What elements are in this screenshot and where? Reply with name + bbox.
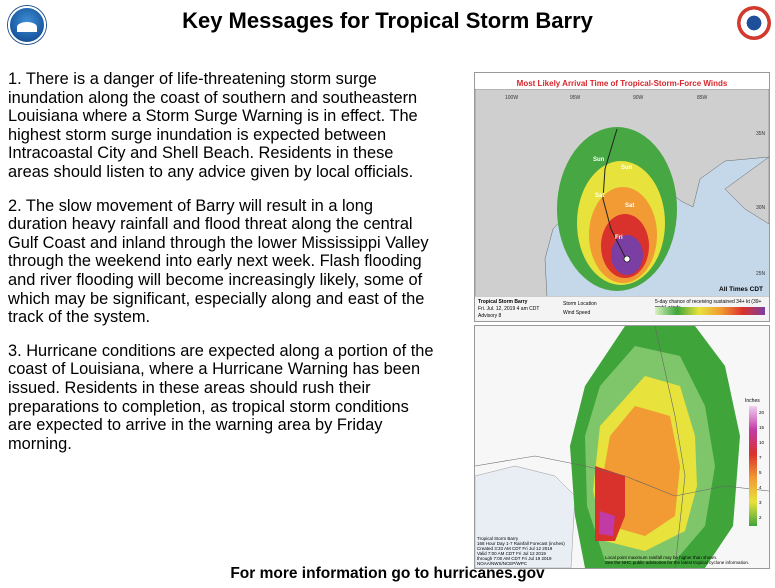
arrival-map-title: Most Likely Arrival Time of Tropical-Storm-Force Winds bbox=[516, 79, 728, 88]
longitude-label: 90W bbox=[633, 95, 644, 101]
key-message-3: 3. Hurricane conditions are expected along a portion of the coast of Louisiana, where a Hurricane Warning has been issued. Residents in these areas should rush their preparations to completion, as tropical storm conditions are expected to arrive in the warning area by Friday morning. bbox=[8, 341, 434, 453]
footer-link-text: For more information go to hurricanes.gov bbox=[230, 565, 545, 582]
key-messages bbox=[8, 70, 436, 468]
all-times-label: All Times CDT bbox=[719, 286, 763, 293]
key-message-1: 1. There is a danger of life-threatening storm surge inundation along the coast of southern and southeastern Louisiana where a Storm Surge Warning is in effect. The highest storm surge inundation is expected between Intracoastal City and Shell Beach. Residents in these areas should listen to any advice given by local officials. bbox=[8, 70, 418, 181]
arrival-time-label: Sun bbox=[593, 157, 605, 163]
rainfall-map bbox=[474, 325, 770, 569]
rain-legend-title: Inches bbox=[745, 398, 760, 404]
rain-legend-value: 3 bbox=[759, 500, 762, 505]
page-title: Key Messages for Tropical Storm Barry bbox=[182, 8, 593, 33]
arrival-time-label: Sat bbox=[595, 193, 605, 199]
advisory-number: Advisory 8 bbox=[478, 313, 502, 319]
rainfall-note bbox=[605, 555, 749, 565]
forecast-line: 168 Hour Day 1-7 Rainfall Forecast (inches) bbox=[477, 541, 565, 546]
forecast-line: NOAA/NWS/NCEP/WPC bbox=[477, 561, 528, 566]
rain-legend-value: 4 bbox=[759, 485, 762, 490]
legend-probability: 5-day chance of receiving sustained 34+ kt (39+ bbox=[655, 299, 762, 305]
arrival-time-label: Fri bbox=[615, 235, 623, 241]
rain-legend-value: 2 bbox=[759, 515, 762, 520]
legend-wind-speed: Wind Speed bbox=[563, 310, 591, 316]
key-message-2: 2. The slow movement of Barry will result in a long duration heavy rainfall and flood threat along the central Gulf Coast and inland through the lower Mississippi Valley through the weekend into early next week. Flash flooding and river flooding will become increasingly likely, some of which may be significant, especially along and east of the track of the system. bbox=[8, 196, 429, 327]
legend-storm-location: Storm Location bbox=[563, 301, 597, 307]
note-line: Local point maximum rainfall may be higher than shown. bbox=[605, 555, 718, 560]
forecast-line: Valid 7:00 AM CDT Fri Jul 12 2019 bbox=[477, 551, 546, 556]
arrival-time-label: Sat bbox=[625, 203, 635, 209]
rain-legend-value: 5 bbox=[759, 470, 762, 475]
storm-name: Tropical Storm Barry bbox=[478, 299, 528, 305]
forecast-line: through 7:00 AM CDT Fri Jul 19 2019 bbox=[477, 556, 552, 561]
latitude-label: 30N bbox=[756, 205, 766, 211]
rain-legend-value: 15 bbox=[759, 425, 765, 430]
latitude-label: 25N bbox=[756, 271, 766, 277]
advisory-date: Fri. Jul. 12, 2019 4 am CDT bbox=[478, 306, 540, 312]
longitude-label: 85W bbox=[697, 95, 708, 101]
arrival-map-legend bbox=[475, 296, 769, 321]
longitude-label: 95W bbox=[570, 95, 581, 101]
forecast-line: Created 3:33 AM CDT Fri Jul 12 2019 bbox=[477, 546, 553, 551]
forecast-line: Tropical Storm Barry bbox=[477, 536, 519, 541]
arrival-time-map bbox=[474, 72, 770, 322]
rain-legend-value: 20 bbox=[759, 410, 765, 415]
rainfall-map-graphic bbox=[475, 326, 769, 568]
probability-color-bar bbox=[655, 307, 765, 315]
arrival-time-label: Sun bbox=[621, 165, 633, 171]
latitude-label: 35N bbox=[756, 131, 766, 137]
rain-legend-value: 7 bbox=[759, 455, 762, 460]
note-line: See the NHC public advisories for the latest tropical cyclone information. bbox=[605, 560, 750, 565]
rainfall-forecast-info bbox=[477, 536, 565, 566]
rain-legend-value: 10 bbox=[759, 440, 765, 445]
arrival-map-graphic bbox=[475, 89, 769, 297]
longitude-label: 100W bbox=[505, 95, 519, 101]
